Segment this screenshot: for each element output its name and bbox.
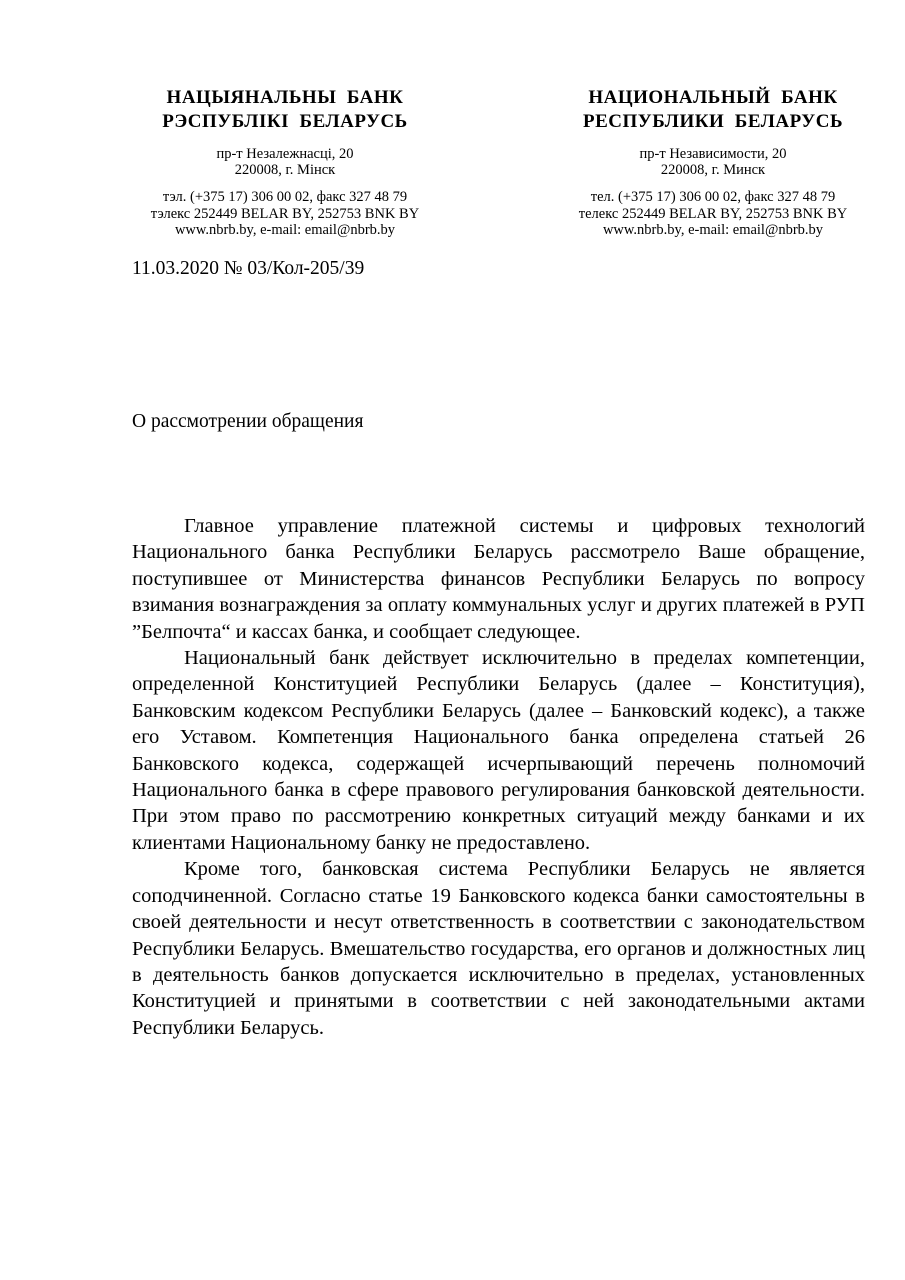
phone-by: тэл. (+375 17) 306 00 02, факс 327 48 79: [162, 189, 408, 205]
address-ru-city: 220008, г. Минск: [660, 162, 766, 178]
address-by: [120, 146, 450, 178]
telex-by: тэлекс 252449 BELAR BY, 252753 BNK BY: [150, 205, 420, 222]
web-ru: www.nbrb.by, e-mail: email@nbrb.by: [602, 222, 824, 238]
letterhead-belarusian: [120, 86, 450, 239]
org-name-ru-line1: НАЦИОНАЛЬНЫЙ БАНК: [588, 87, 838, 108]
paragraph: Кроме того, банковская система Республики Беларусь не является соподчиненной. Согласно статье 19 Банковского кодекса банки самостоятельны в своей деятельности и несут ответственность в соответствии с законодательством Республики Беларусь. Вмешательство государства, его органов и должностных лиц в деятельность банков допускается исключительно в пределах, установленных Конституцией и принятыми в соответствии с ней законодательными актами Республики Беларусь.: [132, 858, 865, 1039]
org-name-ru-line2: РЕСПУБЛИКИ БЕЛАРУСЬ: [582, 111, 844, 132]
paragraph: Главное управление платежной системы и цифровых технологий Национального банка Республики Беларусь рассмотрело Ваше обращение, поступившее от Министерства финансов Республики Беларусь по вопросу взимания вознаграждения за оплату коммунальных услуг и других платежей в РУП ”Белпочта“ и кассах банка, и сообщает следующее.: [132, 515, 865, 643]
reference-number: 11.03.2020 № 03/Кол-205/39: [132, 258, 365, 279]
web-by: www.nbrb.by, e-mail: email@nbrb.by: [174, 222, 396, 238]
telex-ru: телекс 252449 BELAR BY, 252753 BNK BY: [578, 205, 848, 222]
letter-body: [132, 513, 865, 1041]
letter-subject: О рассмотрении обращения: [132, 411, 364, 432]
address-ru: [548, 146, 878, 178]
contacts-ru: [548, 189, 878, 239]
address-by-street: пр-т Незалежнасці, 20: [216, 146, 354, 162]
address-ru-street: пр-т Независимости, 20: [639, 146, 787, 162]
org-name-by-line1: НАЦЫЯНАЛЬНЫ БАНК: [166, 87, 404, 108]
letterhead-russian: [548, 86, 878, 239]
phone-ru: тел. (+375 17) 306 00 02, факс 327 48 79: [590, 189, 836, 205]
org-name-by-line2: РЭСПУБЛІКІ БЕЛАРУСЬ: [162, 111, 408, 132]
contacts-by: [120, 189, 450, 239]
paragraph: Национальный банк действует исключительно в пределах компетенции, определенной Конституцией Республики Беларусь (далее – Конституция), Банковским кодексом Республики Беларусь (далее – Банковский кодекс), а также его Уставом. Компетенция Национального банка определена статьей 26 Банковского кодекса, содержащей исчерпывающий перечень полномочий Национального банка в сфере правового регулирования банковской деятельности. При этом право по рассмотрению конкретных ситуаций между банками и их клиентами Национальному банку не предоставлено.: [132, 647, 865, 854]
address-by-city: 220008, г. Мінск: [234, 162, 336, 178]
